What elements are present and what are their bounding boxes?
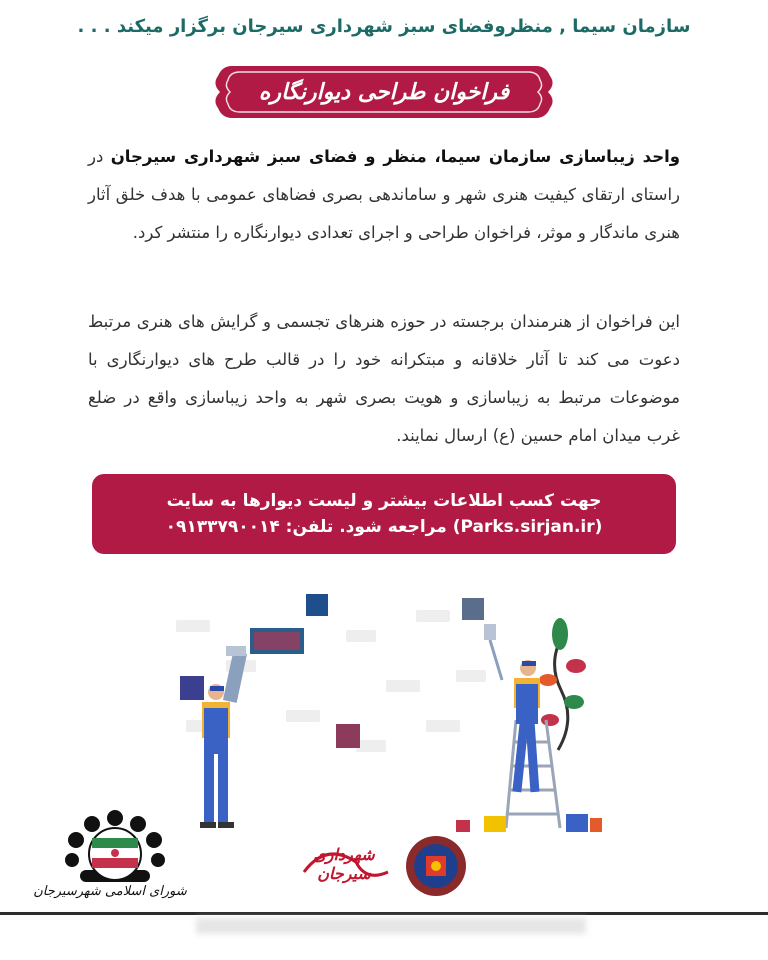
call-paragraph: این فراخوان از هنرمندان برجسته در حوزه هنرهای تجسمی و گرایش های هنری مرتبط دعوت می کند تا آثار خلاقانه و مبتکرانه خود را در قالب طرح های دیوارنگاری با موضوعات مرتبط به زیباسازی و هویت بصری شهر به واحد زیباسازی واقع در ضلع غرب میدان امام حسین (ع) ارسال نمایند.	[88, 312, 680, 445]
title-banner	[212, 62, 556, 122]
info-box	[92, 474, 676, 554]
left-painter	[200, 646, 247, 828]
organizer-line: سازمان سیما , منظروفضای سبز شهرداری سیرجان برگزار میکند . . .	[77, 16, 691, 37]
intro-rest: در راستای ارتقای کیفیت هنری شهر و ساماندهی بصری فضاهای عمومی با هدف خلق آثار هنری ماندگار و موثر، فراخوان طراحی و اجرای تعدادی دیوارنگاره را منتشر کرد.	[88, 147, 680, 242]
council-name: شورای اسلامی شهرسیرجان	[33, 884, 187, 899]
banner-title: فراخوان طراحی دیوارنگاره	[258, 79, 510, 105]
phone-number[interactable]: ۰۹۱۳۳۷۹۰۰۱۴	[165, 517, 280, 537]
info-line-2	[166, 517, 603, 537]
intro-lead: واحد زیباسازی سازمان سیما، منظر و فضای سبز شهرداری سیرجان	[110, 147, 681, 166]
intro-paragraph	[88, 138, 680, 252]
footer-divider	[0, 912, 768, 915]
website-link[interactable]: (Parks.sirjan.ir)	[452, 517, 603, 537]
painters-mural-illustration	[166, 570, 606, 840]
municipality-name: شهرداری سیرجان	[313, 845, 375, 883]
footer-blur	[196, 918, 586, 934]
info-line-1: جهت کسب اطلاعات بیشتر و لیست دیوارها به سایت	[166, 491, 602, 511]
info-middle: مراجعه شود. تلفن:	[279, 517, 453, 537]
